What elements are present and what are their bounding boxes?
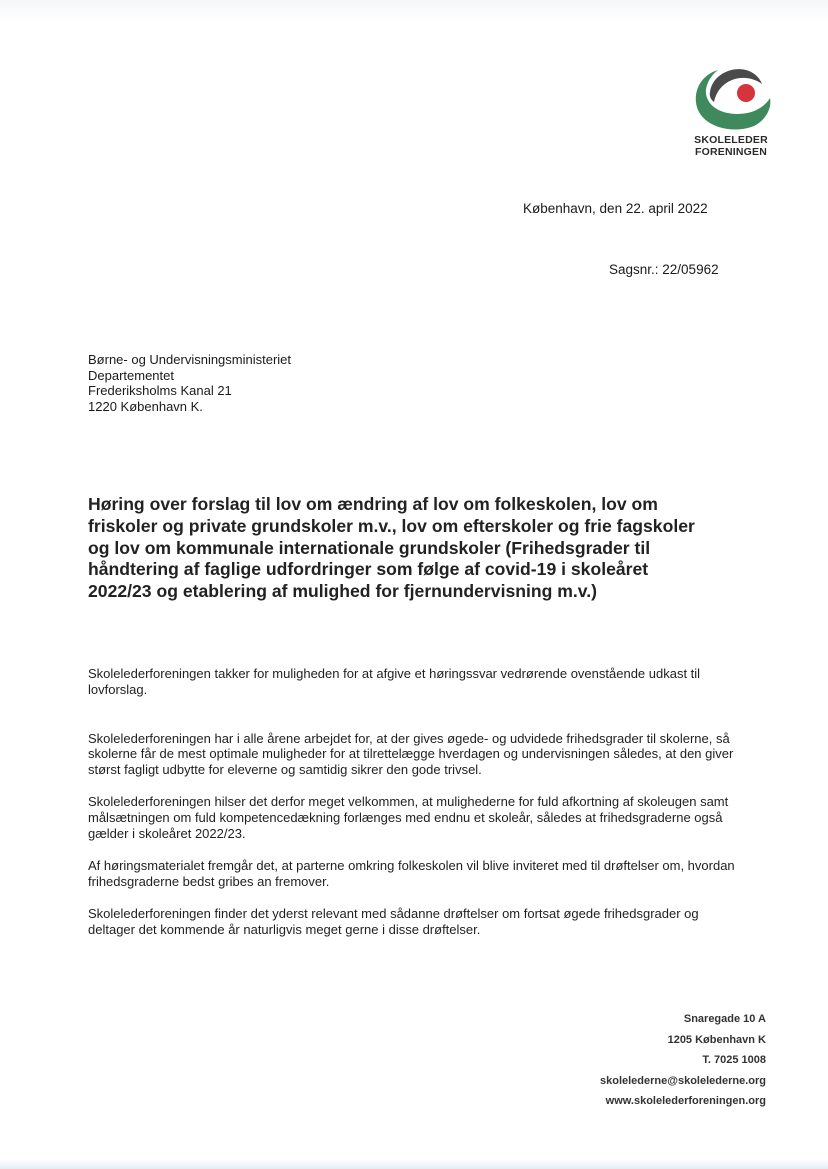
scan-edge-bottom — [0, 1159, 828, 1169]
recipient-line: Frederiksholms Kanal 21 — [88, 383, 232, 398]
recipient-line: 1220 København K. — [88, 398, 203, 414]
subject-line: Høring over forslag til lov om ændring af lov om folkeskolen, lov om — [88, 494, 658, 514]
letter-date: København, den 22. april 2022 — [523, 201, 708, 216]
body-paragraph: Skolelederforeningen finder det yderst relevant med sådanne drøftelser om fortsat øgede frihedsgrader og deltager det kommende år naturligvis meget gerne i disse drøftelser. — [88, 906, 699, 938]
subject-line: håndtering af faglige udfordringer som følge af covid-19 i skoleåret — [88, 559, 649, 580]
footer-contact — [600, 1009, 766, 1112]
letter-body — [88, 666, 738, 955]
subject-line: og lov om kommunale internationale grundskoler (Frihedsgrader til — [88, 537, 651, 558]
footer-street: Snaregade 10 A — [683, 1013, 766, 1025]
body-paragraph: Af høringsmaterialet fremgår det, at parterne omkring folkeskolen vil blive inviteret med til drøftelser om, hvordan frihedsgraderne bedst gribes an fremover. — [88, 858, 735, 890]
footer-city: 1205 København K — [667, 1033, 766, 1046]
logo-text-line1: SKOLELEDER — [694, 134, 768, 146]
footer-website: www.skolelederforeningen.org — [605, 1095, 766, 1107]
footer-phone: T. 7025 1008 — [702, 1054, 766, 1066]
logo-text-line2: FORENINGEN — [694, 146, 767, 158]
footer-email: skolelederne@skolelederne.org — [599, 1074, 766, 1087]
recipient-line: Departementet — [88, 367, 174, 383]
letterhead-logo — [690, 62, 772, 158]
skolelederforeningen-logo-icon — [690, 62, 772, 134]
case-number: Sagsnr.: 22/05962 — [609, 262, 719, 277]
subject-line: 2022/23 og etablering af mulighed for fjernundervisning m.v.) — [88, 581, 598, 602]
body-paragraph: Skolelederforeningen hilser det derfor meget velkommen, at mulighederne for fuld afkortning af skoleugen samt målsætningen om fuld kompetencedækning forlænges med endnu et skoleår, således at frihedsgraderne også gælder i skoleåret 2022/23. — [88, 794, 729, 842]
scan-edge-top — [0, 0, 828, 22]
subject-line: friskoler og private grundskoler m.v., lov om efterskoler og frie fagskoler — [88, 515, 695, 536]
recipient-line: Børne- og Undervisningsministeriet — [88, 352, 292, 367]
body-paragraph: Skolelederforeningen har i alle årene arbejdet for, at der gives øgede- og udvidede frihedsgrader til skolerne, så skolerne får de mest optimale muligheder for at tilrettelægge hverdagen og undervisningen således, at den giver størst fagligt udbytte for eleverne og samtidig sikrer den gode trivsel. — [88, 730, 734, 778]
subject-heading — [88, 494, 748, 603]
body-paragraph: Skolelederforeningen takker for muligheden for at afgive et høringssvar vedrørende ovenstående udkast til lovforslag. — [88, 666, 701, 697]
recipient-address — [88, 352, 291, 414]
